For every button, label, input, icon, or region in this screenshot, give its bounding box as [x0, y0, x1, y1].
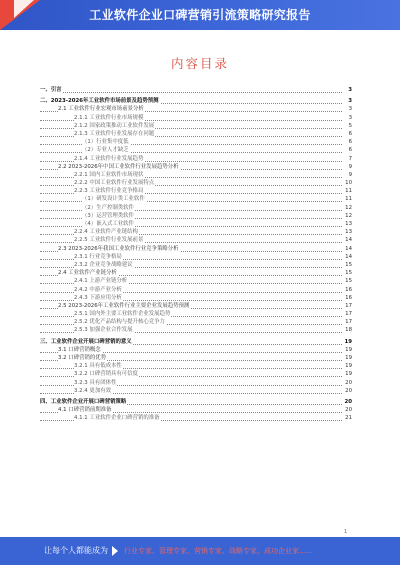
- toc-entry-page: 15: [345, 278, 352, 285]
- toc-entry-text: 2.5.1 国内外主要工业软件企业发展趋势: [74, 311, 171, 318]
- toc-entry-page: 7: [348, 155, 352, 162]
- toc-entry[interactable]: [40, 414, 352, 422]
- toc-entry-text: 2.1.4 工业软件行业发展趋势: [74, 155, 144, 162]
- toc-entry-text: 3.2 口碑营销的优势: [58, 355, 107, 361]
- toc-entry-text: 2.3.1 行业竞争格局: [74, 253, 122, 260]
- report-title: 工业软件企业口碑营销引流策略研究报告: [89, 8, 311, 22]
- toc-entry-page: 9: [348, 163, 352, 170]
- toc-entry[interactable]: [40, 204, 352, 212]
- toc-entry-page: 20: [345, 407, 352, 414]
- toc-leader-dots: [40, 92, 342, 93]
- toc-entry-page: 14: [345, 237, 352, 244]
- toc-entry-text: 二、2023-2026年工业软件市场前景及趋势预测: [40, 98, 159, 105]
- toc-entry-page: 14: [345, 245, 352, 252]
- footer-right-text: 行业专家、管理专家、营销专家、战略专家、成功企业家……: [124, 547, 313, 555]
- toc-entry[interactable]: [40, 171, 352, 179]
- toc-entry-page: 3: [348, 98, 352, 105]
- toc-entry-text: 4.1 口碑营销前期准备: [58, 407, 112, 414]
- toc-entry-text: 3.2.1 具有低成本性: [74, 363, 122, 370]
- toc-entry[interactable]: [40, 97, 352, 105]
- toc-entry[interactable]: [40, 195, 352, 203]
- toc-entry[interactable]: [40, 277, 352, 285]
- toc-entry-page: 12: [345, 204, 352, 211]
- toc-entry-text: （2）生产控制类软件: [82, 204, 134, 211]
- toc-entry-text: 2.5.2 优化产品结构与提升核心竞争力: [74, 319, 165, 326]
- report-header: [0, 0, 400, 30]
- toc-entry[interactable]: [40, 362, 352, 370]
- toc-entry-page: 5: [348, 122, 352, 129]
- toc-entry-page: 12: [345, 212, 352, 219]
- toc-entry[interactable]: [40, 179, 352, 187]
- toc-entry-text: 2.1.1 工业软件行业市场规模: [74, 114, 144, 121]
- toc-heading: 内容目录: [170, 56, 229, 71]
- toc-entry-page: 6: [348, 147, 352, 154]
- toc-entry-page: 21: [345, 415, 352, 422]
- toc-entry-text: 2.2.1 国内工业软件市场现状: [74, 171, 144, 178]
- toc-entry-page: 6: [348, 130, 352, 137]
- toc-entry-page: 13: [345, 221, 352, 227]
- toc-entry-text: （1）行业集中度低: [82, 139, 129, 146]
- toc-entry-text: 3.2.2 口碑营销具有可信度: [74, 371, 138, 378]
- toc-entry[interactable]: [40, 245, 352, 253]
- toc-entry[interactable]: [40, 253, 352, 261]
- page-marker: 1: [344, 529, 348, 535]
- toc-entry-text: 2.2.5 工业软件行业发展前景: [74, 237, 144, 244]
- toc-entry[interactable]: [40, 310, 352, 318]
- toc-entry-text: （1）研发设计类工业软件: [82, 196, 145, 203]
- toc-entry-text: 3.2.3 具有团体性: [74, 379, 117, 386]
- toc-entry[interactable]: [40, 146, 352, 154]
- toc-entry-page: 18: [345, 327, 352, 334]
- toc-entry[interactable]: [40, 326, 352, 334]
- toc-entry[interactable]: [40, 286, 352, 294]
- toc-entry-text: 2.4.3 下游应用分析: [74, 294, 122, 301]
- toc-entry-page: 3: [348, 87, 352, 93]
- toc-entry-page: 19: [345, 346, 352, 353]
- toc-entry-page: 19: [345, 363, 352, 370]
- toc-entry[interactable]: [40, 318, 352, 326]
- toc-entry-text: 2.3.2 企业竞争战略建议: [74, 261, 133, 268]
- toc-entry-text: 三、工业软件企业开展口碑营销的意义: [40, 338, 132, 345]
- toc-entry[interactable]: [40, 379, 352, 387]
- toc-entry-page: 6: [348, 139, 352, 146]
- table-of-contents: [40, 86, 352, 423]
- toc-entry-text: 2.1.2 国家政策推动工业软件发展: [74, 122, 155, 129]
- toc-entry-page: 17: [345, 302, 352, 309]
- toc-entry[interactable]: [40, 130, 352, 138]
- toc-entry-page: 20: [345, 387, 352, 394]
- toc-entry-page: 16: [345, 286, 352, 293]
- toc-entry-text: 2.4.2 中游产业分析: [74, 286, 122, 293]
- toc-entry[interactable]: [40, 354, 352, 362]
- toc-entry[interactable]: [40, 187, 352, 195]
- toc-entry-page: 17: [345, 311, 352, 318]
- toc-entry-text: 2.1 工业软件行业宏观市场前景分析: [58, 106, 144, 113]
- toc-entry-page: 20: [344, 398, 352, 405]
- toc-entry-page: 3: [348, 114, 352, 121]
- toc-entry[interactable]: [40, 228, 352, 236]
- toc-entry-page: 15: [345, 261, 352, 268]
- toc-entry[interactable]: [40, 114, 352, 122]
- toc-entry[interactable]: [40, 86, 352, 94]
- toc-entry[interactable]: [40, 220, 352, 228]
- toc-entry[interactable]: [40, 122, 352, 130]
- toc-entry-text: 2.5.3 加强企业合作发展: [74, 327, 133, 334]
- toc-entry-text: 2.1.3 工业软件行业发展存在问题: [74, 130, 155, 137]
- toc-entry-page: 10: [345, 180, 352, 187]
- arrow-right-icon: [112, 546, 118, 556]
- toc-entry-page: 11: [345, 188, 352, 195]
- toc-entry-text: 2.4 工业软件产业链分析: [58, 270, 117, 277]
- toc-entry-text: （4）嵌入式工业软件: [82, 221, 134, 227]
- toc-entry-page: 19: [345, 371, 352, 378]
- toc-entry[interactable]: [40, 346, 352, 354]
- toc-entry-page: 17: [345, 319, 352, 326]
- toc-entry-text: 四、工业软件企业开展口碑营销策略: [40, 398, 127, 405]
- toc-entry[interactable]: [40, 406, 352, 414]
- footer-left-text: 让每个人都能成为: [44, 546, 108, 555]
- toc-entry[interactable]: [40, 370, 352, 378]
- toc-entry-page: 15: [345, 270, 352, 277]
- toc-entry[interactable]: [40, 212, 352, 220]
- toc-entry-page: 13: [345, 229, 352, 236]
- toc-entry[interactable]: [40, 163, 352, 171]
- toc-entry-page: 19: [344, 338, 352, 345]
- toc-entry[interactable]: [40, 236, 352, 244]
- toc-entry-page: 14: [345, 253, 352, 260]
- toc-entry-text: 2.2.2 中国工业软件行业发展特点: [74, 180, 155, 187]
- toc-entry[interactable]: [40, 155, 352, 163]
- toc-entry[interactable]: [40, 302, 352, 310]
- toc-entry-text: 2.5 2023-2026年工业软件行业主要企业发展趋势预测: [58, 302, 190, 309]
- toc-entry-text: （2）专业人才缺乏: [82, 147, 129, 154]
- toc-entry[interactable]: [40, 294, 352, 302]
- toc-entry-page: 3: [348, 106, 352, 113]
- toc-entry[interactable]: [40, 261, 352, 269]
- toc-entry-text: （3）运营管理类软件: [82, 212, 134, 219]
- toc-entry-text: 2.4.1 上游产业链分析: [74, 278, 128, 285]
- toc-entry-page: 19: [345, 355, 352, 361]
- toc-entry-page: 20: [345, 379, 352, 386]
- toc-entry-page: 9: [348, 171, 352, 178]
- toc-entry[interactable]: [40, 398, 352, 406]
- toc-entry[interactable]: [40, 138, 352, 146]
- footer-banner: [0, 537, 400, 565]
- toc-entry-text: 2.2.4 工业软件产业链结构: [74, 229, 138, 236]
- toc-entry-text: 2.3 2023-2026年我国工业软件行业竞争策略分析: [58, 245, 179, 252]
- toc-entry-text: 3.1 口碑营销概念: [58, 346, 101, 353]
- toc-entry-page: 16: [345, 294, 352, 301]
- toc-entry-text: 4.1.1 工业软件企业口碑营销的准备: [74, 415, 160, 422]
- toc-entry-text: 2.2 2023-2026年中国工业软件行业发展趋势分析: [58, 163, 179, 170]
- toc-entry[interactable]: [40, 338, 352, 346]
- toc-entry[interactable]: [40, 387, 352, 395]
- toc-entry[interactable]: [40, 105, 352, 113]
- toc-entry-page: 11: [345, 196, 352, 203]
- toc-entry[interactable]: [40, 269, 352, 277]
- toc-entry-text: 一、引言: [40, 87, 62, 93]
- toc-entry-text: 3.2.4 更加有效: [74, 387, 111, 394]
- toc-entry-text: 2.2.3 工业软件行业竞争格局: [74, 188, 144, 195]
